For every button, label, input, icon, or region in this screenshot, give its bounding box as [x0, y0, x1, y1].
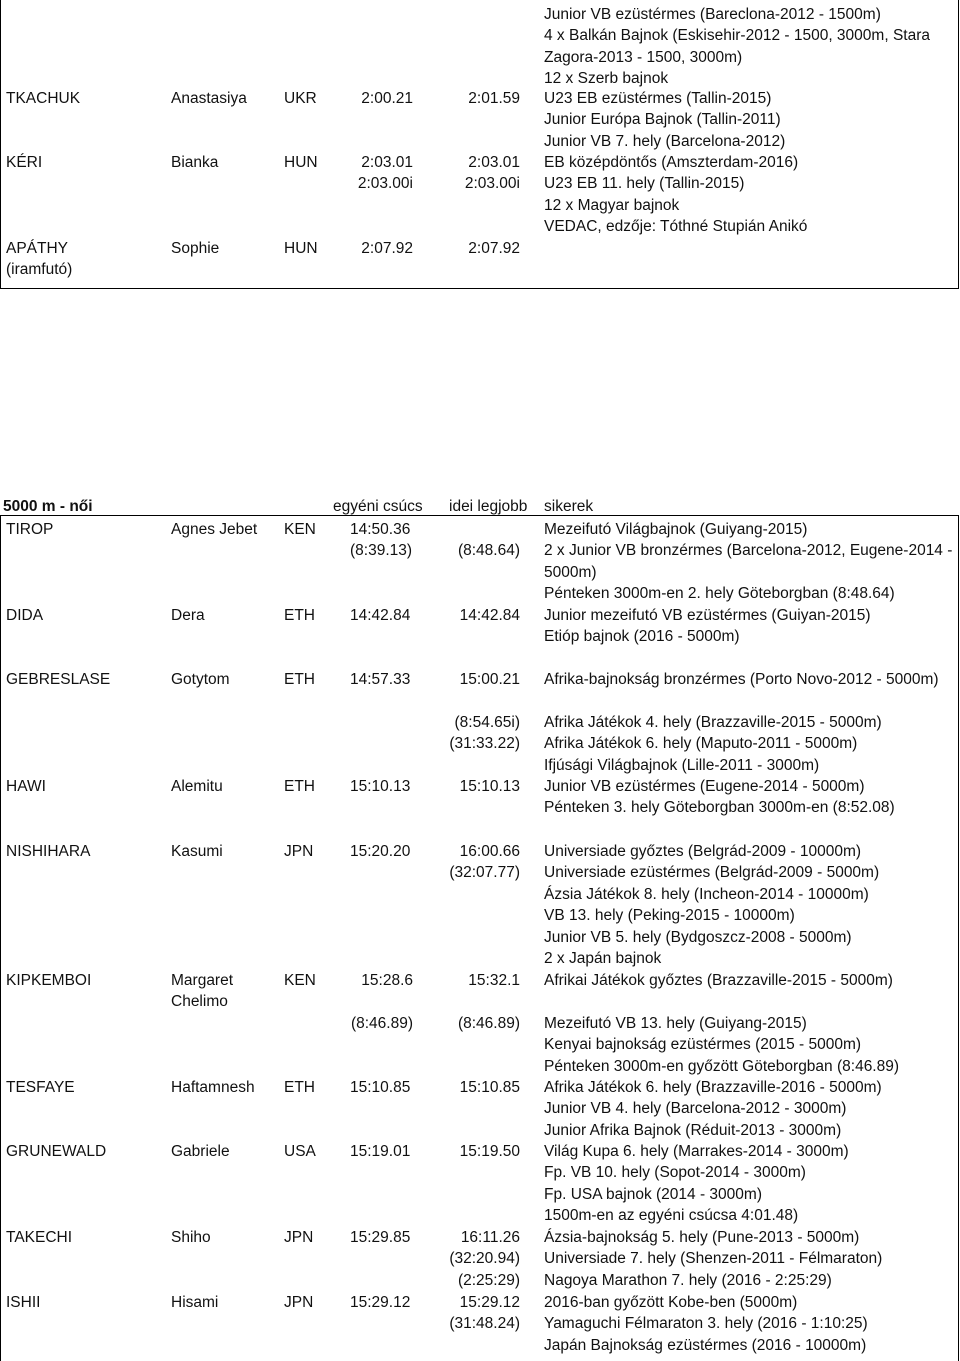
athlete-first-name: Haftamnesh	[171, 1079, 255, 1096]
achievement-line: Ifjúsági Világbajnok (Lille-2011 - 3000m)	[544, 756, 820, 774]
season-best: 2:03.01	[468, 154, 520, 171]
personal-best: 15:20.20	[350, 843, 411, 860]
achievement-line: Afrikai Játékok győztes (Brazzaville-2015 - 5000m)	[544, 972, 893, 989]
achievement-line: VB 13. hely (Peking-2015 - 10000m)	[544, 907, 795, 925]
col-header-pb: egyéni csúcs	[333, 498, 423, 515]
achievement-line: Junior VB ezüstérmes (Eugene-2014 - 5000m)	[544, 778, 865, 795]
season-best: (31:33.22)	[449, 735, 520, 753]
achievement-line: EB középdöntős (Amszterdam-2016)	[544, 154, 799, 171]
personal-best: 2:07.92	[361, 240, 413, 257]
season-best: (8:54.65i)	[454, 713, 520, 731]
personal-best: 14:50.36	[350, 521, 411, 538]
achievement-line: 1500m-en az egyéni csúcsa 4:01.48)	[544, 1207, 799, 1225]
season-best: 2:01.59	[468, 90, 520, 107]
achievement-line: Világ Kupa 6. hely (Marrakes-2014 - 3000m)	[544, 1143, 849, 1160]
achievement-line: Universiade 7. hely (Shenzen-2011 - Félmaraton)	[544, 1250, 883, 1268]
season-best: (8:46.89)	[457, 1014, 520, 1032]
athlete-first-name: Gotytom	[171, 671, 230, 688]
athlete-first-name: Chelimo	[171, 993, 228, 1011]
athlete-country: JPN	[284, 843, 314, 860]
achievement-line: Junior Afrika Bajnok (Réduit-2013 - 3000m)	[544, 1121, 842, 1139]
achievement-line: Junior mezeifutó VB ezüstérmes (Guiyan-2015)	[544, 607, 871, 624]
achievement-line: Junior VB 5. hely (Bydgoszcz-2008 - 5000m)	[544, 928, 852, 946]
season-best: 15:32.1	[468, 972, 520, 989]
achievement-line: Japán Bajnokság ezüstérmes (2016 - 10000m)	[544, 1336, 867, 1354]
achievement-line: Junior Európa Bajnok (Tallin-2011)	[544, 111, 781, 129]
athlete-surname: DIDA	[6, 607, 44, 624]
achievement-line: Junior VB 7. hely (Barcelona-2012)	[544, 132, 786, 150]
achievement-line: Afrika Játékok 4. hely (Brazzaville-2015 - 5000m)	[544, 713, 882, 731]
achievement-line: 12 x Magyar bajnok	[544, 196, 680, 214]
athlete-country: ETH	[284, 778, 315, 795]
achievement-line: 5000m)	[544, 563, 597, 581]
achievement-line: Etióp bajnok (2016 - 5000m)	[544, 628, 740, 646]
personal-best: 15:29.12	[350, 1294, 411, 1311]
personal-best: (8:46.89)	[350, 1014, 413, 1032]
season-best: 15:29.12	[459, 1294, 520, 1311]
achievement-line: Fp. USA bajnok (2014 - 3000m)	[544, 1185, 762, 1203]
achievement-line: Junior VB 4. hely (Barcelona-2012 - 3000m)	[544, 1100, 847, 1118]
achievement-line: 2 x Japán bajnok	[544, 950, 662, 967]
season-best: 15:10.85	[459, 1079, 520, 1096]
season-best: 15:19.50	[459, 1143, 520, 1160]
season-best: 14:42.84	[459, 607, 520, 624]
personal-best: 2:00.21	[361, 90, 413, 107]
achievement-line: 2 x Junior VB bronzérmes (Barcelona-2012, Eugene-2014 -	[544, 542, 953, 560]
achievement-line: Universiade ezüstérmes (Belgrád-2009 - 5000m)	[544, 864, 880, 882]
athlete-surname: ISHII	[6, 1294, 41, 1311]
personal-best: 2:03.01	[361, 154, 413, 171]
achievement-line: 2016-ban győzött Kobe-ben (5000m)	[544, 1294, 798, 1311]
athlete-country: HUN	[284, 154, 318, 171]
achievement-line: Universiade győztes (Belgrád-2009 - 10000m)	[544, 843, 862, 860]
season-best: 16:11.26	[460, 1229, 520, 1246]
achievement-line: Mezeifutó VB 13. hely (Guiyang-2015)	[544, 1014, 807, 1032]
athlete-country: ETH	[284, 671, 315, 688]
col-header-achievements: sikerek	[544, 498, 594, 515]
athlete-country: UKR	[284, 90, 317, 107]
achievement-line: Yamaguchi Félmaraton 3. hely (2016 - 1:10:25)	[544, 1315, 868, 1333]
season-best: 2:03.00i	[464, 175, 520, 193]
athlete-country: JPN	[284, 1294, 314, 1311]
athlete-first-name: Anastasiya	[171, 90, 247, 107]
athlete-surname: TESFAYE	[6, 1079, 75, 1096]
achievement-line: Junior VB ezüstérmes (Bareclona-2012 - 1500m)	[544, 6, 881, 23]
personal-best: 2:03.00i	[357, 175, 413, 193]
personal-best: 15:28.6	[361, 972, 413, 989]
season-best: (2:25:29)	[457, 1271, 520, 1289]
athlete-first-name: Kasumi	[171, 843, 223, 860]
season-best: (32:20.94)	[449, 1250, 520, 1268]
personal-best: 15:10.85	[350, 1079, 411, 1096]
athlete-first-name: Gabriele	[171, 1143, 230, 1160]
athlete-surname: TIROP	[6, 521, 54, 538]
athlete-surname: KIPKEMBOI	[6, 972, 92, 989]
athlete-surname: TKACHUK	[6, 90, 81, 107]
achievement-line: Nagoya Marathon 7. hely (2016 - 2:25:29)	[544, 1271, 832, 1289]
achievement-line: Afrika Játékok 6. hely (Brazzaville-2016 - 5000m)	[544, 1079, 882, 1096]
achievement-line: Pénteken 3000m-en 2. hely Göteborgban (8:48.64)	[544, 585, 895, 603]
athlete-first-name: Margaret	[171, 972, 234, 989]
athlete-first-name: Dera	[171, 607, 205, 624]
athlete-country: ETH	[284, 607, 315, 624]
athlete-first-name: Sophie	[171, 240, 220, 257]
season-best: 16:00.66	[459, 843, 520, 860]
athlete-country: HUN	[284, 240, 318, 257]
achievement-line: 4 x Balkán Bajnok (Eskisehir-2012 - 1500, 3000m, Stara	[544, 27, 930, 45]
achievement-line: Afrika-bajnokság bronzérmes (Porto Novo-2012 - 5000m)	[544, 671, 939, 688]
season-best: (32:07.77)	[449, 864, 520, 882]
season-best: 15:00.21	[459, 671, 520, 688]
achievement-line: VEDAC, edzője: Tóthné Stupián Anikó	[544, 218, 808, 236]
achievement-line: Ázsia-bajnokság 5. hely (Pune-2013 - 5000m)	[544, 1229, 860, 1246]
athlete-surname: GRUNEWALD	[6, 1143, 107, 1160]
personal-best: 15:29.85	[350, 1229, 411, 1246]
athlete-surname: NISHIHARA	[6, 843, 91, 860]
athlete-first-name: Agnes Jebet	[171, 521, 258, 538]
athlete-first-name: Hisami	[171, 1294, 219, 1311]
athlete-surname: HAWI	[6, 778, 46, 795]
athlete-country: ETH	[284, 1079, 315, 1096]
athlete-first-name: Alemitu	[171, 778, 223, 795]
achievement-line: Afrika Játékok 6. hely (Maputo-2011 - 5000m)	[544, 735, 858, 753]
athlete-first-name: Shiho	[171, 1229, 211, 1246]
achievement-line: Mezeifutó Világbajnok (Guiyang-2015)	[544, 521, 808, 538]
achievement-line: U23 EB 11. hely (Tallin-2015)	[544, 175, 745, 193]
athlete-surname: TAKECHI	[6, 1229, 73, 1246]
achievement-line: Fp. VB 10. hely (Sopot-2014 - 3000m)	[544, 1164, 806, 1182]
personal-best: 14:57.33	[350, 671, 411, 688]
season-best: 2:07.92	[468, 240, 520, 257]
achievement-line: U23 EB ezüstérmes (Tallin-2015)	[544, 90, 772, 107]
athlete-surname: GEBRESLASE	[6, 671, 111, 688]
athlete-first-name: Bianka	[171, 154, 219, 171]
athlete-surname: APÁTHY	[6, 240, 69, 257]
athlete-country: USA	[284, 1143, 316, 1160]
season-best: (8:48.64)	[457, 542, 520, 560]
athlete-note: (iramfutó)	[6, 261, 73, 279]
athlete-country: KEN	[284, 972, 316, 989]
achievement-line: Zagora-2013 - 1500, 3000m)	[544, 48, 743, 66]
achievement-line: Kenyai bajnokság ezüstérmes (2015 - 5000m)	[544, 1036, 862, 1054]
athlete-country: JPN	[284, 1229, 314, 1246]
personal-best: (8:39.13)	[350, 542, 413, 560]
personal-best: 15:19.01	[350, 1143, 411, 1160]
achievement-line: Pénteken 3000m-en győzött Göteborgban (8:46.89)	[544, 1057, 900, 1075]
season-best: (31:48.24)	[449, 1315, 520, 1333]
season-best: 15:10.13	[459, 778, 520, 795]
achievement-line: Ázsia Játékok 8. hely (Incheon-2014 - 10000m)	[544, 885, 869, 903]
athlete-country: KEN	[284, 521, 316, 538]
athlete-surname: KÉRI	[6, 154, 43, 171]
col-header-sb: idei legjobb	[449, 498, 528, 515]
achievement-line: 12 x Szerb bajnok	[544, 70, 669, 88]
section-title: 5000 m - női	[3, 498, 93, 515]
personal-best: 14:42.84	[350, 607, 411, 624]
achievement-line: Pénteken 3. hely Göteborgban 3000m-en (8:52.08)	[544, 799, 895, 817]
personal-best: 15:10.13	[350, 778, 411, 795]
